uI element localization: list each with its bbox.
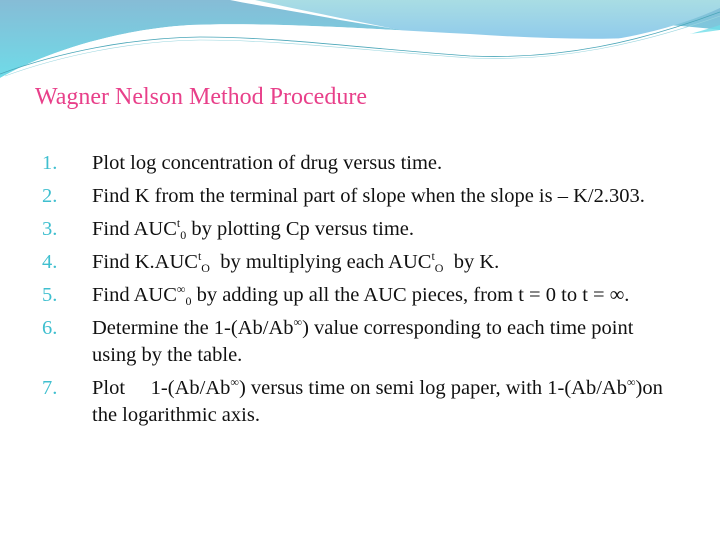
step-number: 5. [42, 284, 58, 306]
step-2 [42, 183, 682, 210]
step-text: Find $AUC^\infty_0$ by adding up all the AUC pieces, from t = 0 to t = ∞. [92, 282, 630, 308]
step-4 [42, 249, 682, 276]
step-1 [42, 150, 682, 177]
step-text: Determine the 1-(Ab/Ab∞) value corresponding to each time point using by the table. [92, 315, 634, 366]
step-number: 4. [42, 251, 58, 273]
step-number: 7. [42, 377, 58, 399]
step-text: Find K from the terminal part of slope when the slope is – K/2.303. [92, 185, 645, 207]
step-text: Plot 1-(Ab/Ab∞) versus time on semi log paper, with 1-(Ab/Ab∞)on the logarithmic axis. [92, 375, 663, 426]
slide-title: Wagner Nelson Method Procedure [35, 84, 367, 110]
step-text: Plot log concentration of drug versus time. [92, 152, 443, 174]
step-number: 3. [42, 218, 58, 240]
step-number: 1. [42, 152, 58, 174]
step-text: Find $AUC^t_0$ by plotting Cp versus time. [92, 216, 414, 242]
step-3 [42, 216, 682, 243]
step-7 [42, 375, 682, 429]
procedure-steps-list [42, 150, 682, 435]
step-text: Find $K.AUC^t_O$ by multiplying each $AUC^t_O$ by K. [92, 249, 500, 275]
step-6 [42, 315, 682, 369]
step-number: 6. [42, 317, 58, 339]
step-number: 2. [42, 185, 58, 207]
step-5 [42, 282, 682, 309]
header-wave-decoration [0, 0, 720, 80]
